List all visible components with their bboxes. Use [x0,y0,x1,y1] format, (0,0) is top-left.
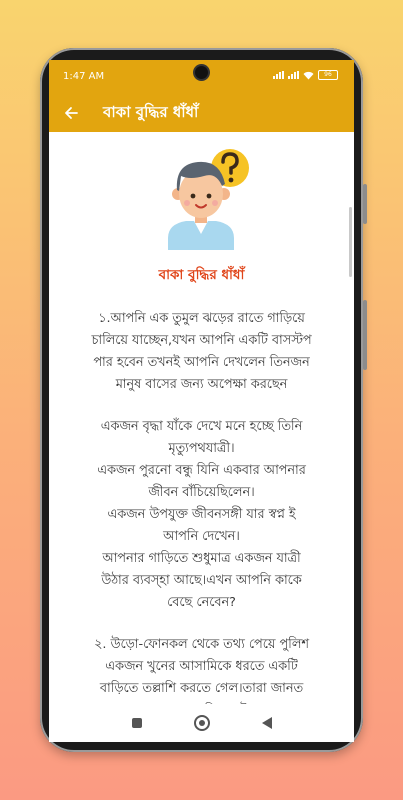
text-line: একজন পুরনো বন্ধু যিনি একবার আপনার [97,463,306,478]
text-line: বেছে নেবেন? [167,595,236,610]
puzzle-heading: বাকা বুদ্ধির ধাঁধাঁ [158,267,245,283]
recents-button[interactable] [132,718,142,728]
back-nav-button[interactable] [262,717,272,729]
paragraph [71,308,332,396]
text-line: ২. উড়ো-ফোনকল থেকে তথ্য পেয়ে পুলিশ [94,637,309,652]
volume-button [363,184,367,224]
signal-icon-2 [288,71,299,79]
text-line: মৃত্যুপথযাত্রী। [168,441,235,456]
app-bar-title: বাকা বুদ্ধির ধাঁধাঁ [103,102,199,121]
status-icons [273,70,338,80]
system-nav-bar [49,704,354,742]
text-line: ১.আপনি এক তুমুল ঝড়ের রাতে গাড়িয়ে [98,311,305,326]
power-button [363,300,367,370]
screen [49,60,354,742]
text-line: একজন উপযুক্ত জীবনসঙ্গী যার স্বপ্ন ই [107,507,296,522]
back-button[interactable] [49,94,93,132]
status-time: 1:47 AM [63,71,105,82]
text-line: চালিয়ে যাচ্ছেন,যখন আপনি একটি বাসস্টপ [91,333,312,348]
text-line: একজন খুনের আসামিকে ধরতে একটি [105,659,298,674]
arrow-left-icon [64,106,78,120]
puzzle-content[interactable] [49,132,354,704]
text-line: উঠার ব্যবস্হা আছে।এখন আপনি কাকে [101,573,302,588]
front-camera [195,66,208,79]
battery-icon: 96 [318,70,338,80]
wifi-icon [303,71,314,80]
home-button[interactable] [194,715,210,731]
puzzle-text [71,308,332,742]
text-line: পার হবেন তখনই আপনি দেখলেন তিনজন [93,355,310,370]
text-line: বাড়িতে তল্লাশি করতে গেল।তারা জানত [99,681,304,696]
thinking-person-question-icon [156,146,252,250]
text-line: মানুষ বাসের জন্য অপেক্ষা করছেন [115,377,288,392]
text-line: একজন বৃদ্ধা যাঁকে দেখে মনে হচ্ছে তিনি [100,419,303,434]
status-bar [49,60,354,94]
text-line: জীবন বাঁচিয়েছিলেন। [148,485,255,500]
app-bar [49,94,354,132]
paragraph [71,416,332,614]
signal-icon [273,71,284,79]
text-line: আপনি দেখেন। [163,529,240,544]
scrollbar[interactable] [349,207,352,277]
text-line: আপনার গাড়িতে শুধুমাত্র একজন যাত্রী [102,551,301,566]
